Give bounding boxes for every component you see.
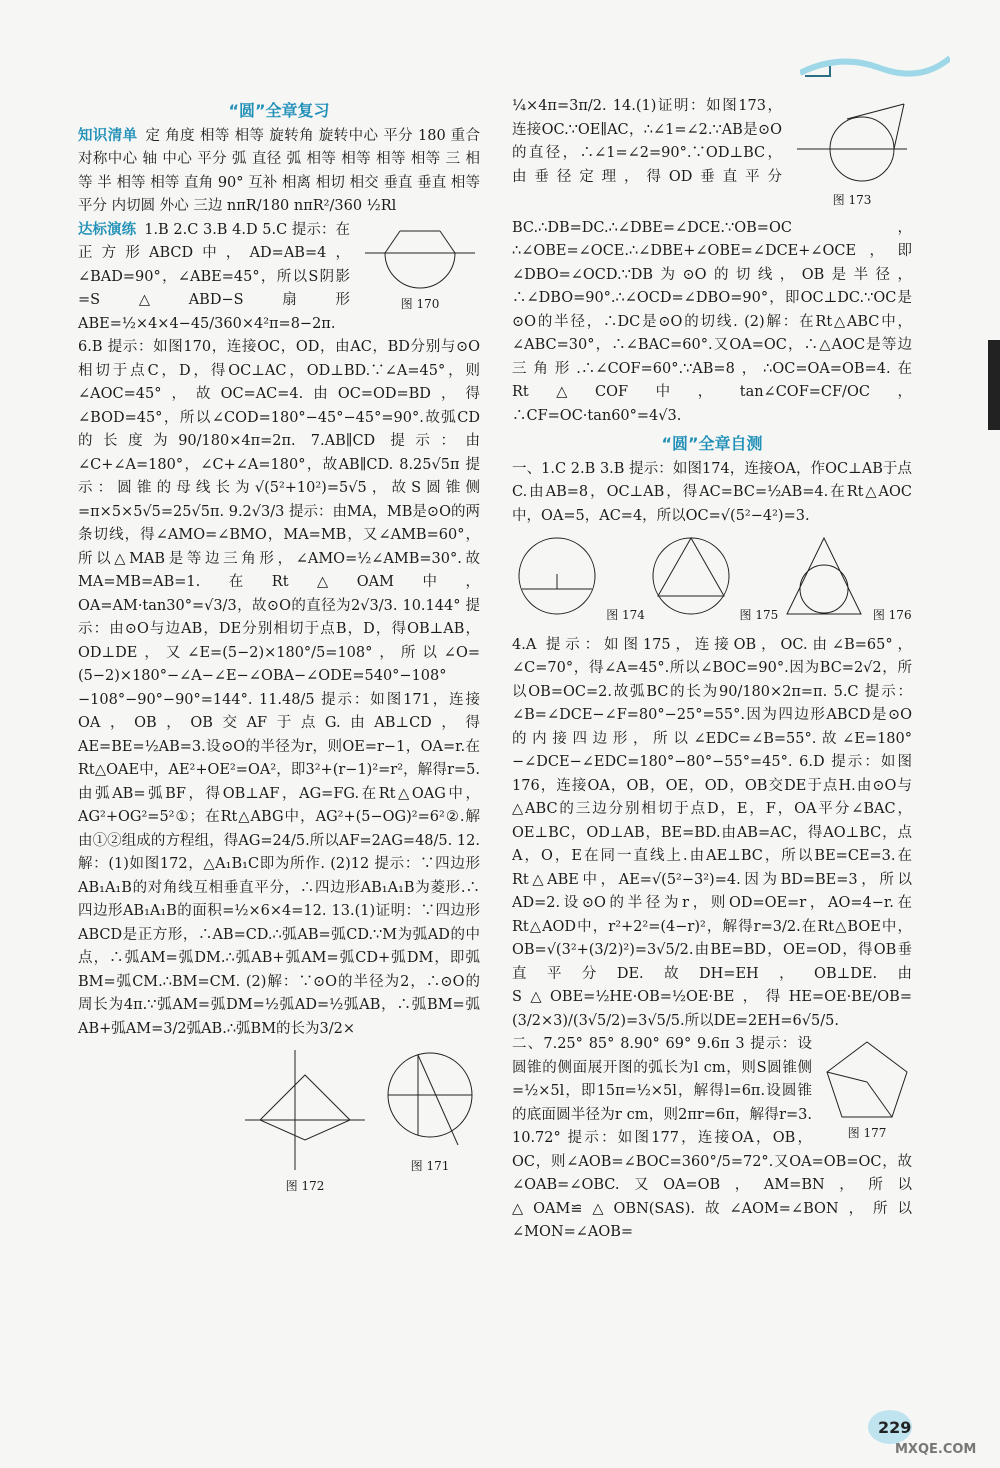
chapter-test-title: “圆”全章自测 [661, 434, 763, 453]
figure-177 [822, 1037, 912, 1146]
figure-175-caption: 图 175 [739, 608, 779, 622]
test-part3: 二、7.25° 85° 8.90° 69° 9.6π 3 提示：设圆锥的侧面展开图的弧长为l cm，则S圆锥侧=½×5l，即15π=½×5l，解得l=6π.设圆锥的底面圆半径为r cm，则2πr=6π，解得r=3. 10.72° 提示：如图177，连接OA，OB，OC，则∠AOB=∠BOC=360°/5=72°.又OA=OB=OC，故∠OAB=∠OBC.又OA=OB，AM=BN，所以△OAM≌△OBN(SAS).故∠AOM=∠BON，所以∠MON=∠AOB= [512, 1036, 912, 1240]
figure-176-caption: 图 176 [872, 608, 912, 622]
watermark: MXQE.COM [895, 1442, 977, 1457]
figure-175 [646, 534, 779, 628]
figure-172 [240, 1045, 370, 1199]
figure-176 [779, 534, 912, 628]
figure-172-caption: 图 172 [285, 1179, 325, 1193]
knowledge-text: 定 角度 相等 相等 旋转角 旋转中心 平分 180 重合 对称中心 轴 中心 平分 弧 直径 弧 相等 相等 相等 相等 三 相等 半 相等 相等 直角 90° 互补 相离 相切 相交 垂直 垂直 相等 平分 内切圆 外心 三边 nπR/180 nπR²/360 ½Rl [78, 127, 480, 214]
figure-170-caption: 图 170 [400, 296, 440, 311]
page-number: 229 [878, 1418, 912, 1437]
figure-174 [512, 534, 645, 628]
figure-174-caption: 图 174 [606, 608, 645, 622]
practice-section [78, 219, 480, 1042]
test-part1: 一、1.C 2.B 3.B 提示：如图174，连接OA，作OC⊥AB于点C.由AB=8，OC⊥AB，得AC=BC=½AB=4.在Rt△AOC中，OA=5，AC=4，所以OC=√(5²−4²)=3. [512, 460, 912, 524]
figure-row-174-176 [512, 534, 912, 628]
figure-173 [792, 99, 912, 213]
knowledge-list [78, 125, 480, 219]
continued-answer: ¼×4π=3π/2. 14.(1)证明：如图173，连接OC.∵OE∥AC，∴∠1=∠2.∵AB是⊙O的直径，∴∠1=∠2=90°.∵OD⊥BC，由垂径定理，得OD垂直平分BC.∴DB=DC.∴∠DBE=∠DCE.∵OB=OC，∴∠OBE=∠OCE.∴∠DBE+∠OBE=∠DCE+∠OCE，即∠DBO=∠OCD.∵DB为⊙O的切线，OB是半径，∴∠DBO=90°.∴∠OCD=∠DBO=90°，即OC⊥DC.∵OC是⊙O的半径，∴DC是⊙O的切线. (2)解：在Rt△ABC中，∠ABC=30°，∴∠BAC=60°.又OA=OC，∴△AOC是等边三角形.∴∠COF=60°.∵AB=8，∴OC=OA=OB=4.在Rt△COF中，tan∠COF=CF/OC，∴CF=OC·tan60°=4√3. [512, 98, 912, 424]
knowledge-tag: 知识清单 [78, 127, 138, 144]
practice-tag: 达标演练 [78, 221, 137, 238]
right-column [512, 95, 912, 1245]
test-part2: 4.A 提示：如图175，连接OB，OC.由∠B=65°，∠C=70°，得∠A=45°.所以∠BOC=90°.因为BC=2√2，所以OB=OC=2.故弧BC的长为90/180×2π=π. 5.C 提示：∠B=∠DCE−∠F=80°−25°=55°.因为四边形ABCD是⊙O的内接四边形，所以∠EDC=∠B=55°.故∠E=180°−∠DCE−∠EDC=180°−80°−55°=45°. 6.D 提示：如图176，连接OA，OB，OE，OD，OB交DE于点H.由⊙O与△ABC的三边分别相切于点D，E，F，OA平分∠BAC，OE⊥BC，OD⊥AB，BE=BD.由AB=AC，得AO⊥BC，点A，O，E在同一直线上.由AE⊥BC，所以BE=CE=3.在Rt△ABE中，AE=√(5²−3²)=4.因为BD=BE=3，所以AD=2.设⊙O的半径为r，则OD=OE=r，AO=4−r.在Rt△AOD中，r²+2²=(4−r)²，解得r=3/2.在Rt△BOE中，OB=√(3²+(3/2)²)=3√5/2.由BE=BD，OE=OD，得OB垂直平分DE.故DH=EH，OB⊥DE.由S△OBE=½HE·OB=½OE·BE，得HE=OE·BE/OB=(3/2×3)/(3√5/2)=3√5/5.所以DE=2EH=6√5/5. [512, 636, 912, 1029]
side-tab [988, 340, 1000, 430]
figure-177-caption: 图 177 [847, 1126, 887, 1140]
figure-171 [380, 1045, 480, 1179]
figure-170 [360, 223, 480, 317]
left-column [78, 95, 480, 1203]
chapter-review-title: “圆”全章复习 [228, 101, 330, 120]
figure-173-caption: 图 173 [832, 193, 872, 207]
practice-text: 1.B 2.C 3.B 4.D 5.C 提示：在正方形ABCD中，AD=AB=4，∠BAD=90°，∠ABE=45°，所以S阴影=S△ABD−S扇形ABE=½×4×4−45/360×4²π=8−2π. 6.B 提示：如图170，连接OC，OD，由AC，BD分别与⊙O相切于点C，D，得OC⊥AC，OD⊥BD.∵∠A=45°，则∠AOC=45°，故OC=AC=4.由OC=OD=BD，得∠BOD=45°，所以∠COD=180°−45°−45°=90°.故弧CD的长度为90/180×4π=2π. 7.AB∥CD 提示：由∠C+∠A=180°，∠C+∠A=180°，故AB∥CD. 8.25√5π 提示：圆锥的母线长为√(5²+10²)=5√5，故S圆锥侧=π×5×5√5=25√5π. 9.2√3/3 提示：由MA，MB是⊙O的两条切线，得∠AMO=∠BMO，MA=MB，又∠AMB=60°，所以△MAB是等边三角形，∠AMO=½∠AMB=30°.故MA=MB=AB=1.在Rt△OAM中，OA=AM·tan30°=√3/3，故⊙O的直径为2√3/3. 10.144° 提示：由⊙O与边AB，DE分别相切于点B，D，得OB⊥AB，OD⊥DE，又∠E=(5−2)×180°/5=108°，所以∠O=(5−2)×180°−∠A−∠E−∠OBA−∠ODE=540°−108°−108°−90°−90°=144°. 11.48/5 提示：如图171，连接OA，OB，OB交AF于点G.由AB⊥CD，得AE=BE=½AB=3.设⊙O的半径为r，则OE=r−1，OA=r.在Rt△OAE中，AE²+OE²=OA²，即3²+(r−1)²=r²，解得r=5.由弧AB=弧BF，得OB⊥AF，AG=FG.在Rt△OAG中，AG²+OG²=5²①；在Rt△ABG中，AG²+(5−OG)²=6²②.解由①②组成的方程组，得AG=24/5.所以AF=2AG=48/5. 12.解：(1)如图172，△A₁B₁C即为所作. (2)12 提示：∵四边形AB₁A₁B的对角线互相垂直平分，∴四边形AB₁A₁B为菱形.∴四边形AB₁A₁B的面积=½×6×4=12. 13.(1)证明：∵四边形ABCD是正方形，∴AB=CD.∴弧AB=弧CD.∵M为弧AD的中点，∴弧AM=弧DM.∴弧AB+弧AM=弧CD+弧DM，即弧BM=弧CM.∴BM=CM. (2)解：∵⊙O的半径为2，∴⊙O的周长为4π.∵弧AM=弧DM=½弧AD=½弧AB，∴弧BM=弧AB+弧AM=3/2弧AB.∴弧BM的长为3/2× [78, 221, 480, 1037]
header-decoration [800, 48, 950, 78]
figure-171-caption: 图 171 [410, 1159, 450, 1173]
